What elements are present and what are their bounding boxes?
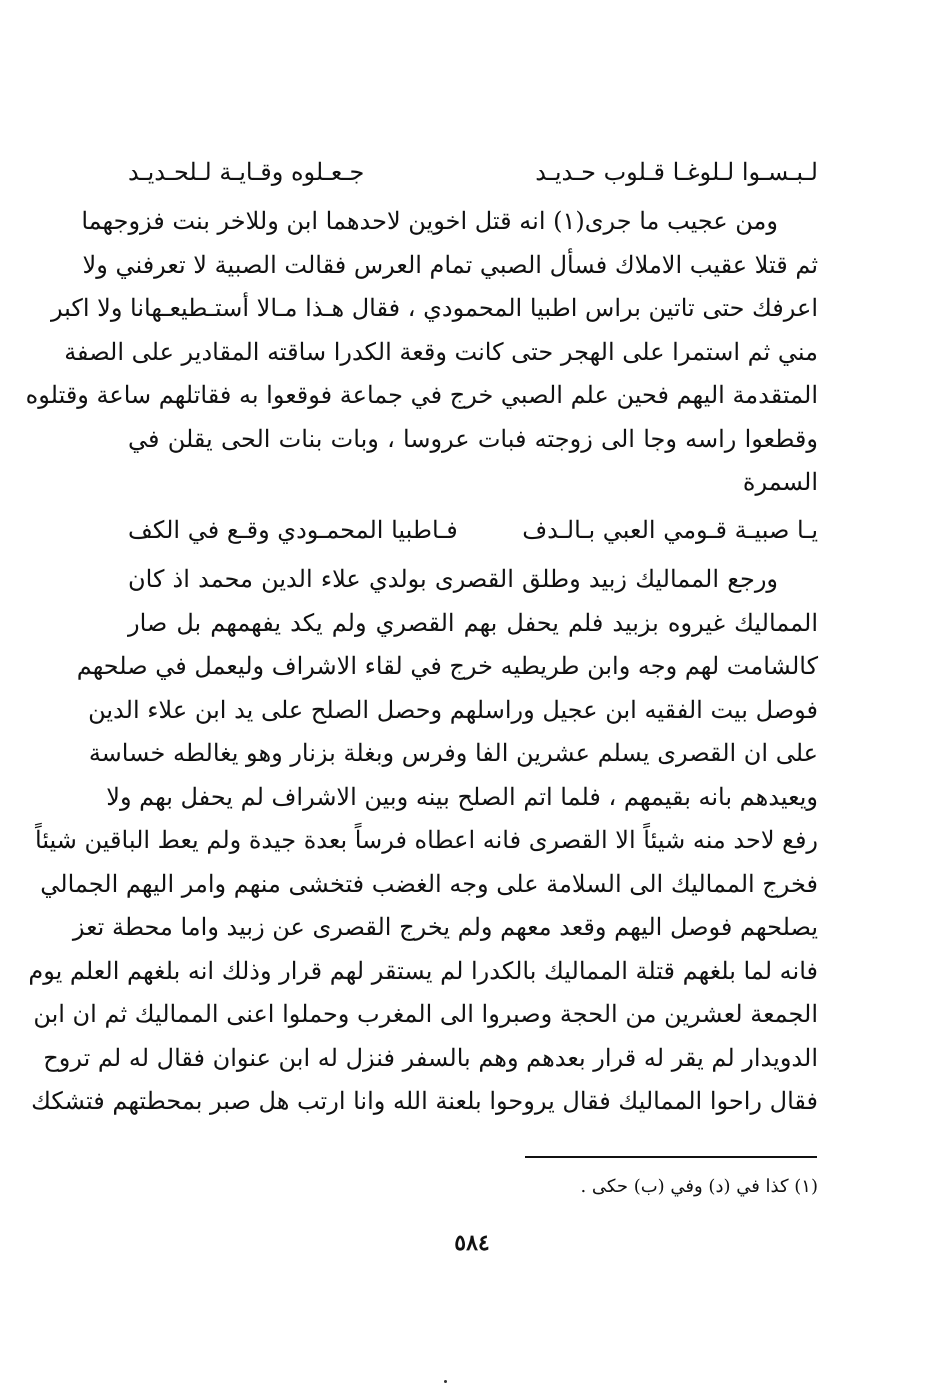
- paragraph-line: رفع لاحد منه شيئاً الا القصرى فانه اعطاه فرساً بعدة جيدة ولم يعط الباقين شيئاً: [35, 826, 818, 854]
- paragraph-line: المتقدمة اليهم فحين علم الصبي خرج في جماعة فوقعوا به فقاتلهم ساعة وقتلوه: [25, 381, 818, 409]
- page-number: ٥٨٤: [454, 1230, 490, 1256]
- paragraph-line: ويعيدهم بانه بقيمهم ، فلما اتم الصلح بينه وبين الاشراف لم يحفل بهم ولا: [106, 782, 818, 811]
- scan-speck: [444, 1380, 447, 1383]
- verse-1: [128, 152, 818, 192]
- verse-1-hemistich-left: جـعـلوه وقـايـة لـلحـديـد: [128, 158, 365, 186]
- verse-2-hemistich-left: فـاطبيا المحمـودي وقـع في الكف: [128, 516, 458, 544]
- paragraph-line: الدويدار لم يقر له قرار بعدهم وهم بالسفر فنزل له ابن عنوان فقال له لم تروح: [43, 1043, 818, 1072]
- paragraph-line: على ان القصرى يسلم عشرين الفا وفرس وبغلة بزنار وهو يغالطه خساسة: [88, 739, 818, 767]
- paragraph-line: ورجع المماليك زبيد وطلق القصرى بولدي علاء الدين محمد اذ كان: [128, 565, 778, 593]
- verse-2: [128, 510, 818, 550]
- footnote: (١) كذا في (د) وفي (ب) حكى .: [580, 1176, 818, 1197]
- paragraph-line: اعرفك حتى تاتين براس اطبيا المحمودي ، فقال هـذا مـالا أستـطيعـهانا ولا اكبر: [50, 294, 818, 322]
- paragraph-line: ومن عجيب ما جرى(١) انه قتل اخوين لاحدهما ابن وللاخر بنت فزوجهما: [81, 207, 778, 235]
- paragraph-line: المماليك غيروه بزبيد فلم يحفل بهم القصري ولم يكد يفهمهم بل صار: [128, 608, 818, 637]
- paragraph-line: وقطعوا راسه وجا الى زوجته فبات عروسا ، وبات بنات الحى يقلن في: [128, 424, 818, 453]
- verse-2-hemistich-right: يـا صبيـة قـومي العبي بـالـدف: [522, 516, 818, 544]
- paragraph-line: ثم قتلا عقيب الاملاك فسأل الصبي تمام العرس فقالت الصبية لا تعرفني ولا: [82, 250, 818, 279]
- paragraph-line: يصلحهم فوصل اليهم وقعد معهم ولم يخرج القصرى عن زبيد واما محطة تعز: [72, 913, 818, 941]
- paragraph-2: [28, 558, 818, 1124]
- paragraph-line: كالشامت لهم وجه وابن طريطيه خرج في لقاء الاشراف وليعمل في صلحهم: [76, 652, 818, 680]
- footnote-divider: [525, 1156, 817, 1158]
- verse-1-hemistich-right: لـبـسـوا لـلوغـا قـلوب حـديـد: [535, 158, 818, 186]
- paragraph-line: السمرة: [742, 468, 818, 496]
- paragraph-1: [25, 200, 818, 505]
- paragraph-line: فخرج المماليك الى السلامة على وجه الغضب فتخشى منهم وامر اليهم الجمالي: [40, 869, 818, 898]
- paragraph-line: الجمعة لعشرين من الحجة وصبروا الى المغرب وحملوا اعنى المماليك ثم ان ابن: [33, 1000, 818, 1028]
- paragraph-line: فقال راحوا المماليك فقال يروحوا بلعنة الله وانا ارتب هل صبر بمحطتهم فتشكك: [31, 1087, 818, 1115]
- paragraph-line: فانه لما بلغهم قتلة المماليك بالكدرا لم يستقر لهم قرار وذلك انه بلغهم العلم يوم: [28, 956, 818, 985]
- paragraph-line: فوصل بيت الفقيه ابن عجيل وراسلهم وحصل الصلح على يد ابن علاء الدين: [88, 695, 818, 724]
- paragraph-line: مني ثم استمرا على الهجر حتى كانت وقعة الكدرا ساقته المقادير على الصفة: [64, 337, 818, 366]
